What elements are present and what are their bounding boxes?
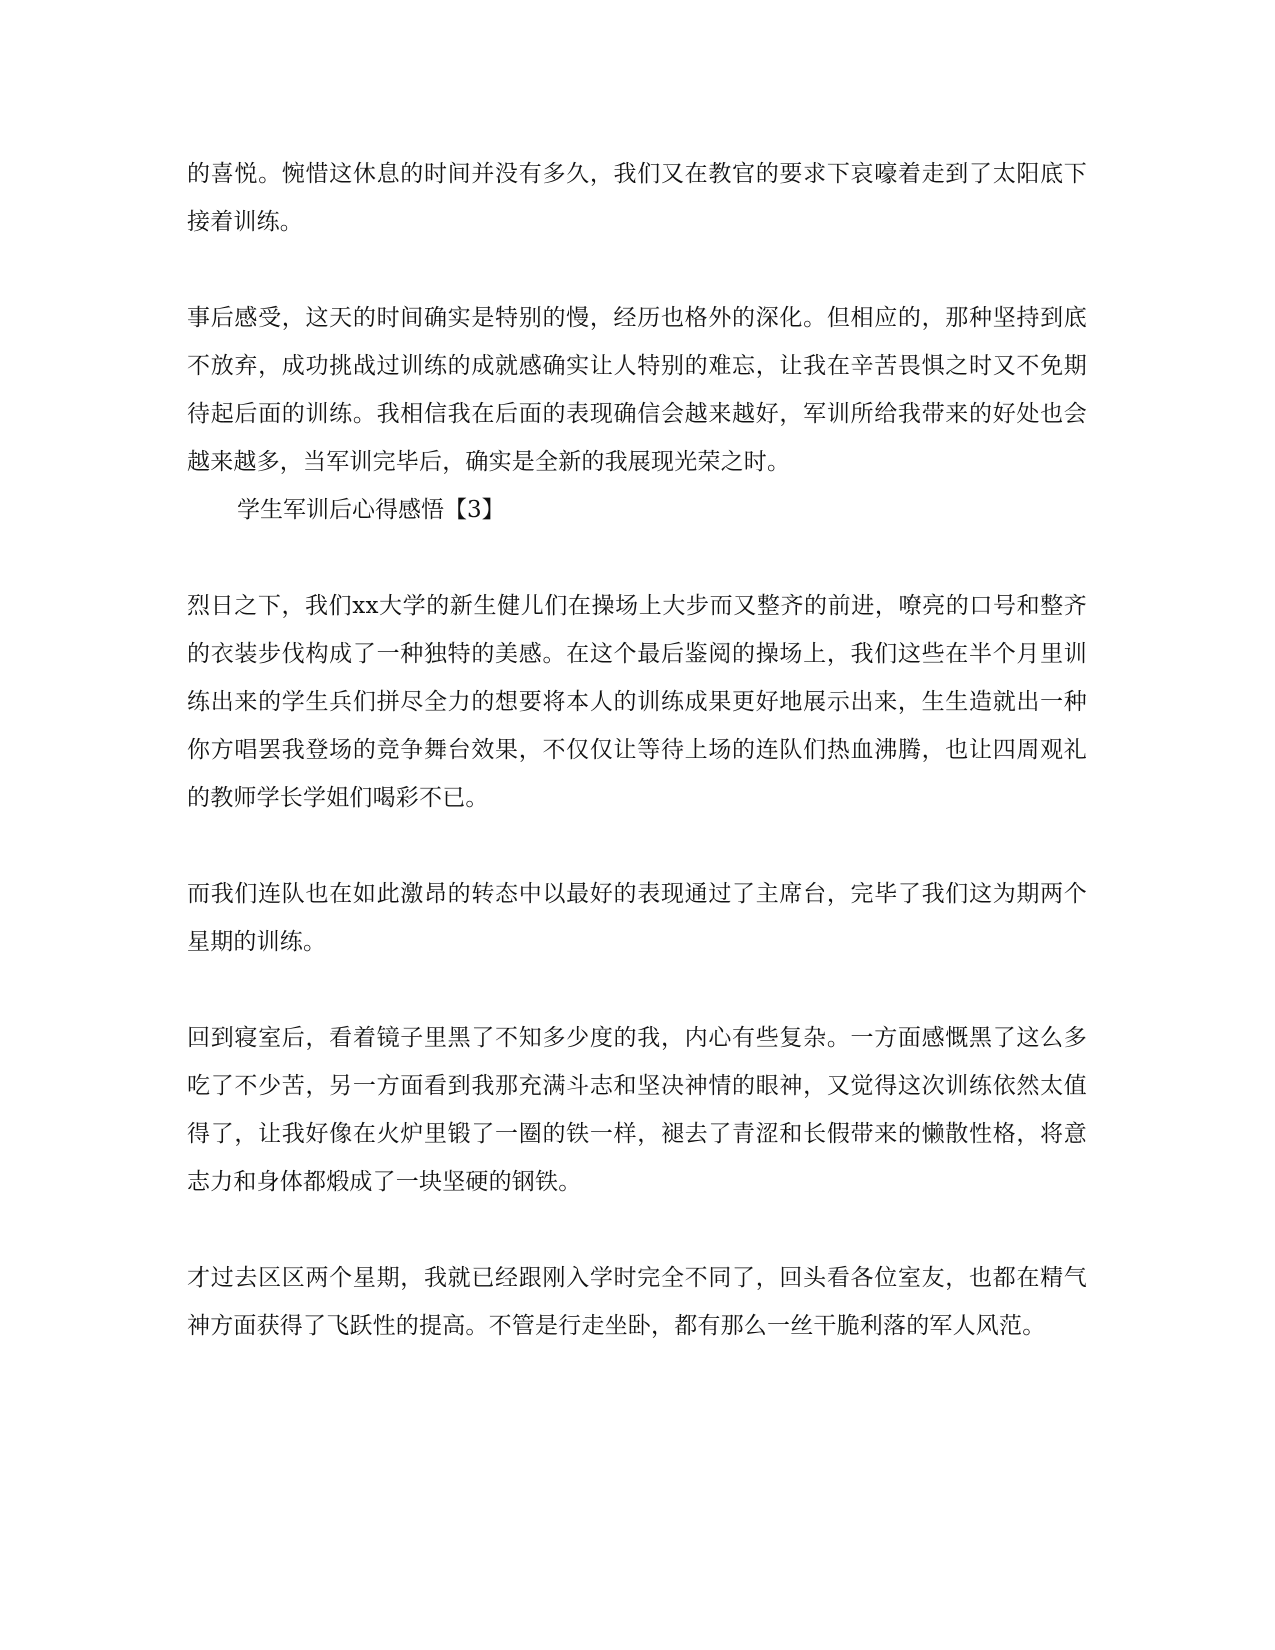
paragraph-3: 烈日之下，我们xx大学的新生健儿们在操场上大步而又整齐的前进，嘹亮的口号和整齐的衣装步伐构成了一种独特的美感。在这个最后鉴阅的操场上，我们这些在半个月里训练出来的学生兵们拼尽全力的想要将本人的训练成果更好地展示出来，生生造就出一种你方唱罢我登场的竞争舞台效果，不仅仅让等待上场的连队们热血沸腾，也让四周观礼的教师学长学姐们喝彩不已。: [187, 593, 1087, 811]
paragraph-2: 事后感受，这天的时间确实是特别的慢，经历也格外的深化。但相应的，那种坚持到底不放弃，成功挑战过训练的成就感确实让人特别的难忘，让我在辛苦畏惧之时又不免期待起后面的训练。我相信我在后面的表现确信会越来越好，军训所给我带来的好处也会越来越多，当军训完毕后，确实是全新的我展现光荣之时。: [187, 305, 1087, 475]
paragraph-gap: [187, 534, 1087, 582]
paragraph-1: 的喜悦。惋惜这休息的时间并没有多久，我们又在教官的要求下哀嚎着走到了太阳底下接着训练。: [187, 161, 1087, 235]
section-heading: 学生军训后心得感悟【3】: [237, 497, 505, 523]
paragraph-gap: [187, 822, 1087, 870]
paragraph-gap: [187, 246, 1087, 294]
paragraph-6: 才过去区区两个星期，我就已经跟刚入学时完全不同了，回头看各位室友，也都在精气神方面获得了飞跃性的提高。不管是行走坐卧，都有那么一丝干脆利落的军人风范。: [187, 1265, 1087, 1339]
paragraph-gap: [187, 966, 1087, 1014]
paragraph-4: 而我们连队也在如此激昂的转态中以最好的表现通过了主席台，完毕了我们这为期两个星期的训练。: [187, 881, 1087, 955]
paragraph-gap: [187, 1206, 1087, 1254]
paragraph-5: 回到寝室后，看着镜子里黑了不知多少度的我，内心有些复杂。一方面感慨黑了这么多吃了不少苦，另一方面看到我那充满斗志和坚决神情的眼神，又觉得这次训练依然太值得了，让我好像在火炉里锻了一圈的铁一样，褪去了青涩和长假带来的懒散性格，将意志力和身体都煅成了一块坚硬的钢铁。: [187, 1025, 1087, 1195]
document-body: [187, 150, 1087, 1350]
